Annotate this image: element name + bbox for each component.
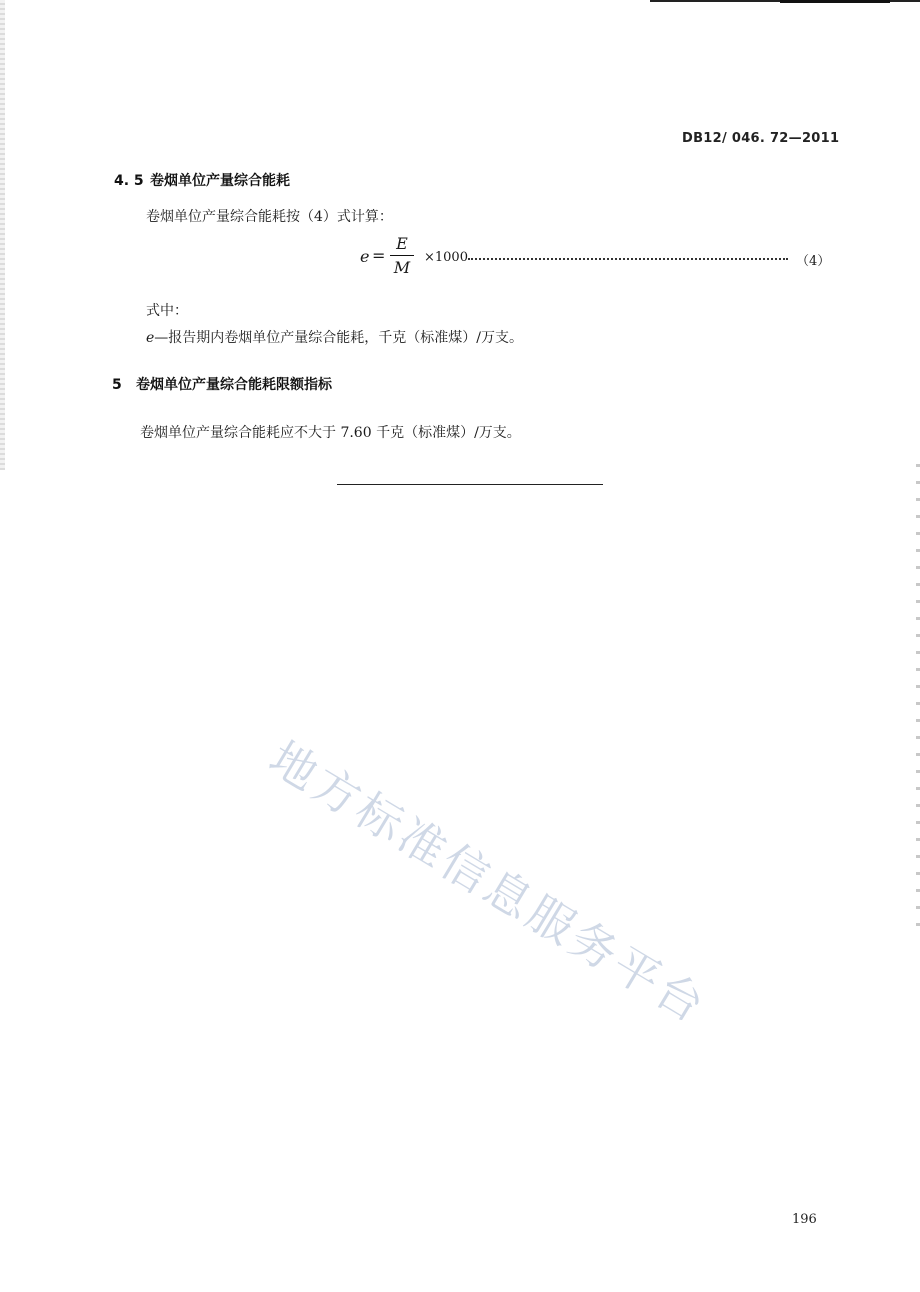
header-rule-thick	[780, 0, 890, 3]
definition-symbol: e	[146, 330, 155, 346]
section-4-5-heading	[114, 170, 290, 190]
section-number: 4. 5	[114, 173, 144, 189]
formula-denominator: M	[393, 258, 411, 277]
formula-lhs: e	[360, 247, 370, 266]
formula-numerator: E	[396, 234, 408, 253]
limit-statement: 卷烟单位产量综合能耗应不大于 7.60 千克（标准煤）/万支。	[140, 425, 521, 441]
section-number: 5	[112, 377, 122, 393]
where-label: 式中：	[146, 303, 188, 319]
scan-edge-right	[916, 450, 920, 930]
formula-intro: 卷烟单位产量综合能耗按（4）式计算：	[146, 209, 393, 225]
section-title: 卷烟单位产量综合能耗	[150, 173, 290, 189]
section-title: 卷烟单位产量综合能耗限额指标	[136, 377, 332, 393]
dot-leader	[468, 258, 788, 260]
formula-equals: =	[372, 246, 386, 265]
variable-definition	[146, 327, 523, 347]
document-code: DB12/ 046. 72—2011	[682, 131, 840, 146]
section-5-heading	[112, 374, 332, 394]
fraction-bar	[390, 255, 414, 256]
equation-number: （4）	[796, 254, 831, 269]
formula-fraction	[390, 234, 414, 277]
formula-4	[360, 234, 831, 284]
definition-text: —报告期内卷烟单位产量综合能耗，千克（标准煤）/万支。	[154, 330, 524, 346]
watermark: 地方标准信息服务平台	[260, 730, 717, 1035]
end-rule	[337, 484, 603, 485]
formula-multiplier: ×1000	[424, 250, 468, 265]
scan-edge-left	[0, 0, 5, 470]
page-number: 196	[792, 1212, 817, 1227]
